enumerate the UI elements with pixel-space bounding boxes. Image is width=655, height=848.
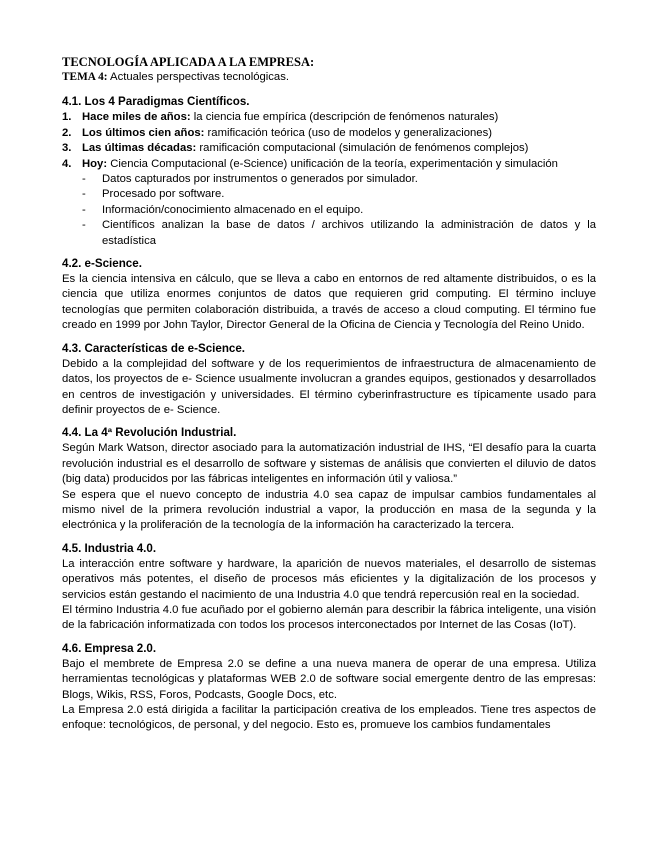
- paragraph: Bajo el membrete de Empresa 2.0 se define a una nueva manera de operar de una empresa. Utiliza herramientas tecnológicas y plataformas WEB 2.0 de software social emergente dentro de las empresas: Blogs, Wikis, RSS, Foros, Podcasts, Google Docs, etc.: [62, 657, 596, 701]
- section-heading: 4.1. Los 4 Paradigmas Científicos.: [62, 95, 250, 109]
- section-escience: [62, 256, 596, 334]
- item-number: 3.: [62, 142, 72, 155]
- list-item: [62, 141, 596, 156]
- sublist-text: Datos capturados por instrumentos o generados por simulador.: [102, 173, 418, 186]
- dash-marker: -: [82, 188, 86, 201]
- section-industria: [62, 541, 596, 634]
- paragraph: Según Mark Watson, director asociado para la automatización industrial de IHS, “El desafío para la cuarta revolución industrial es el desarrollo de software y sistemas de análisis que convierten el diluvio de datos (big data) producidos por las fábricas inteligentes en información útil y valiosa.”: [62, 442, 596, 486]
- paragraph: Se espera que el nuevo concepto de industria 4.0 sea capaz de impulsar cambios fundamentales al mismo nivel de la primera revolución industrial a vapor, la producción en masa de la segunda y la electrónica y la proliferación de la tecnología de la información ha caracterizado la tercera.: [62, 488, 596, 532]
- section-revolucion: [62, 425, 596, 533]
- sublist-item: [62, 187, 596, 202]
- dash-marker: -: [82, 203, 86, 216]
- section-caracteristicas: [62, 341, 596, 419]
- item-text: la ciencia fue empírica (descripción de fenómenos naturales): [193, 111, 499, 124]
- topic-label: TEMA 4:: [62, 71, 108, 83]
- sublist-item: [62, 218, 596, 249]
- item-lead: Hoy:: [82, 157, 108, 170]
- sublist-text: Científicos analizan la base de datos / archivos utilizando la administración de datos y la estadística: [102, 219, 596, 247]
- dash-marker: -: [82, 173, 86, 186]
- paragraph: El término Industria 4.0 fue acuñado por el gobierno alemán para describir la fábrica inteligente, una visión de la fabricación informatizada con todos los procesos interconectados por Internet de las Cosas (IoT).: [62, 603, 596, 632]
- section-heading: 4.3. Características de e-Science.: [62, 341, 246, 355]
- item-lead: Hace miles de años:: [82, 111, 191, 124]
- item-text: ramificación computacional (simulación de fenómenos complejos): [199, 142, 529, 155]
- item-text: ramificación teórica (uso de modelos y generalizaciones): [207, 126, 492, 139]
- list-item: [62, 157, 596, 172]
- topic-text: Actuales perspectivas tecnológicas.: [110, 71, 289, 83]
- document-page: [62, 54, 596, 741]
- escience-sublist: [62, 172, 596, 249]
- item-number: 1.: [62, 111, 72, 124]
- section-heading: 4.5. Industria 4.0.: [62, 541, 157, 555]
- paragraph: La interacción entre software y hardware, la aparición de nuevos materiales, el desarrollo de sistemas operativos más potentes, el diseño de procesos más eficientes y la digitalización de los procesos y servicios están gestando el nacimiento de una Industria 4.0 que tendrá repercusión real en la sociedad.: [62, 557, 596, 601]
- sublist-text: Procesado por software.: [102, 188, 225, 201]
- sublist-item: [62, 203, 596, 218]
- sublist-text: Información/conocimiento almacenado en el equipo.: [102, 203, 364, 216]
- paragraph: Debido a la complejidad del software y de los requerimientos de infraestructura de almacenamiento de datos, los proyectos de e- Science usualmente involucran a grandes equipos, gestionados y desarrollados en centros de investigación y universidades. El término cyberinfrastructure es típicamente usado para definir proyectos de e- Science.: [62, 357, 596, 416]
- item-number: 4.: [62, 157, 72, 170]
- section-heading: 4.6. Empresa 2.0.: [62, 641, 157, 655]
- item-text: Ciencia Computacional (e-Science) unificación de la teoría, experimentación y simulación: [110, 157, 558, 170]
- sublist-item: [62, 172, 596, 187]
- dash-marker: -: [82, 219, 86, 232]
- paradigm-list: [62, 110, 596, 172]
- section-paradigmas: [62, 94, 596, 249]
- item-lead: Las últimas décadas:: [82, 142, 197, 155]
- item-number: 2.: [62, 126, 72, 139]
- document-title: TECNOLOGÍA APLICADA A LA EMPRESA:: [62, 55, 315, 69]
- paragraph: La Empresa 2.0 está dirigida a facilitar la participación creativa de los empleados. Tiene tres aspectos de enfoque: tecnológicos, de personal, y del negocio. Esto es, promueve los cambios fundamentales: [62, 704, 596, 732]
- item-lead: Los últimos cien años:: [82, 126, 205, 139]
- section-heading: 4.2. e-Science.: [62, 257, 142, 271]
- topic-line: [62, 70, 596, 85]
- paragraph: Es la ciencia intensiva en cálculo, que se lleva a cabo en entornos de red altamente distribuidos, o es la ciencia que utiliza enormes conjuntos de datos que requieren grid computing. El término incluye tecnologías que permiten colaboración distribuida, a través de acceso a cloud computing. El término fue creado en 1999 por John Taylor, Director General de la Oficina de Ciencia y Tecnología del Reino Unido.: [62, 273, 596, 332]
- section-heading: 4.4. La 4ª Revolución Industrial.: [62, 426, 237, 440]
- section-empresa: [62, 641, 596, 734]
- list-item: [62, 126, 596, 141]
- list-item: [62, 110, 596, 125]
